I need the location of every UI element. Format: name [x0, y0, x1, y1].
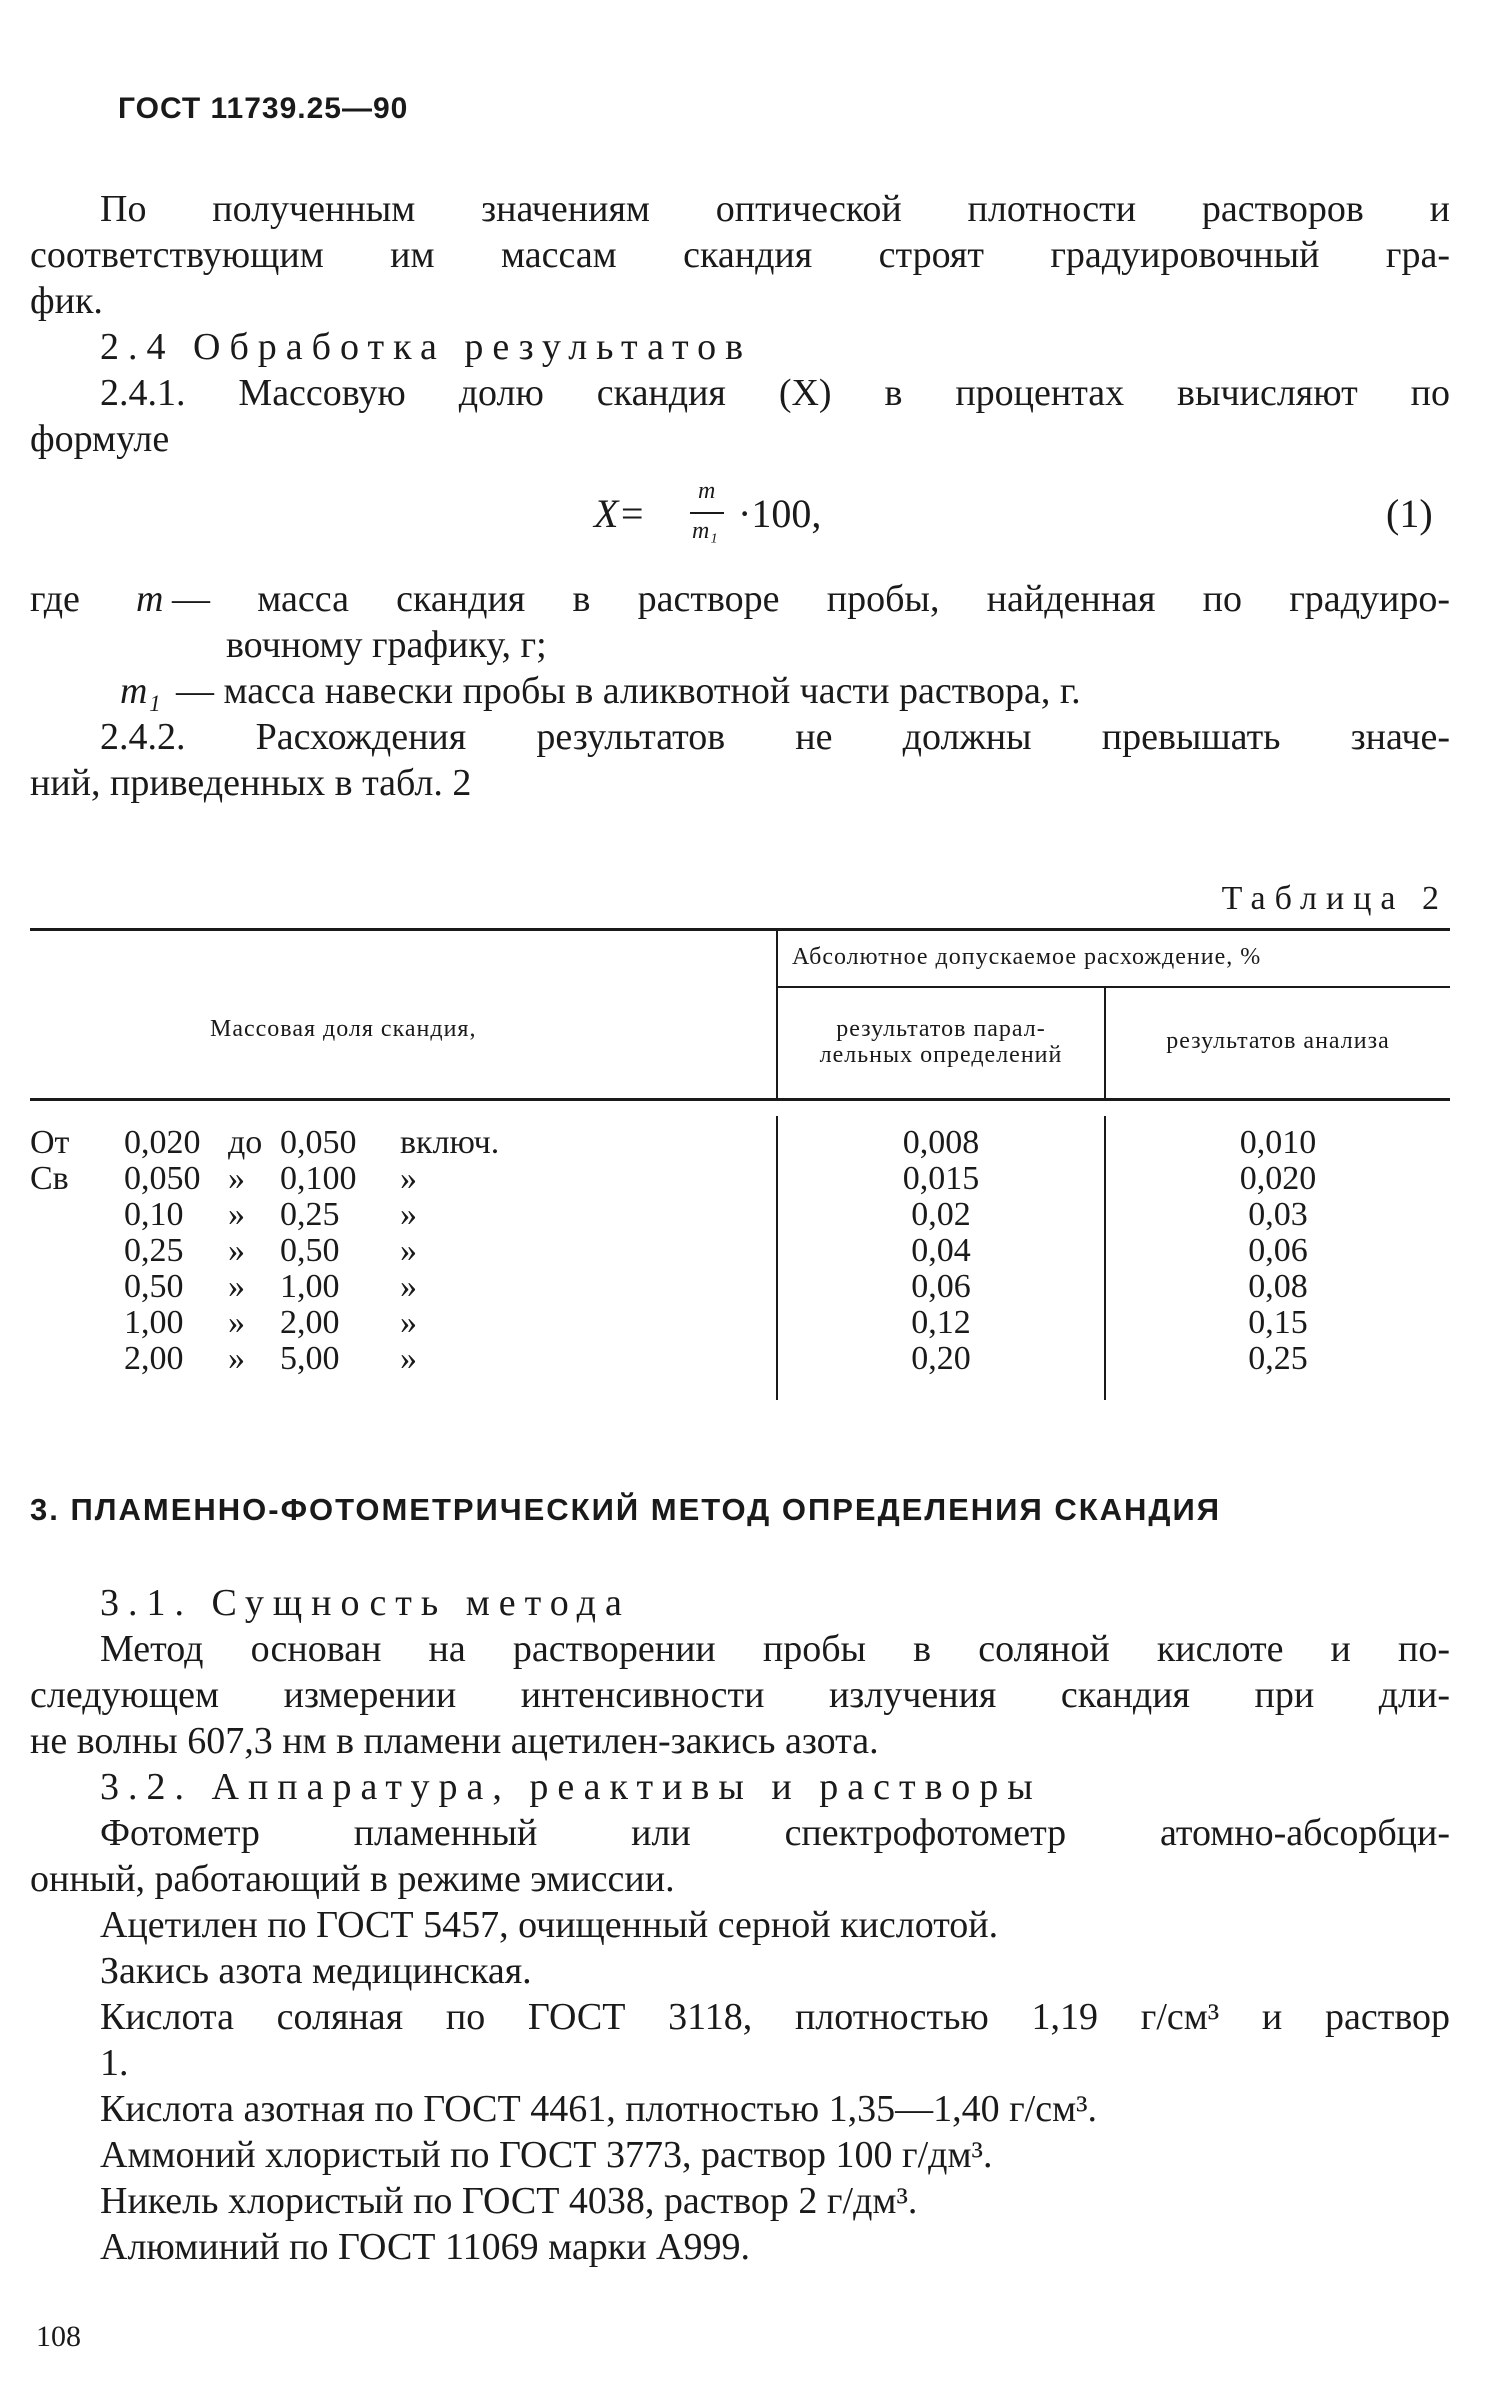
s3-2-line-9: Никель хлористый по ГОСТ 4038, раствор 2 г/дм³.	[100, 2180, 918, 2222]
cell-analysis: 0,06	[1248, 1232, 1308, 1269]
table-group-rule	[778, 986, 1450, 988]
formula-lhs: X=	[594, 491, 646, 536]
cell-analysis: 0,25	[1248, 1340, 1308, 1377]
where-label: где	[30, 578, 80, 620]
table-caption: Таблица 2	[1221, 880, 1448, 917]
cell-from: 0,50	[124, 1268, 184, 1305]
intro-line-1: По полученным значениям оптической плотности растворов и	[100, 188, 1450, 230]
cell-suffix: »	[400, 1232, 417, 1269]
document-header: ГОСТ 11739.25—90	[118, 92, 409, 125]
cell-to: 0,050	[280, 1124, 357, 1161]
cell-to: 5,00	[280, 1340, 340, 1377]
cell-analysis: 0,020	[1239, 1160, 1317, 1197]
where-m1-def: — масса навески пробы в аликвотной части раствора, г.	[176, 670, 1081, 712]
cell-to: 0,50	[280, 1232, 340, 1269]
s3-2-line-7: Кислота азотная по ГОСТ 4461, плотностью 1,35—1,40 г/см³.	[100, 2088, 1098, 2130]
cell-suffix: включ.	[400, 1124, 500, 1161]
where-m1-symbol: m₁	[120, 670, 161, 712]
s3-1-line-3: не волны 607,3 нм в пламени ацетилен-закись азота.	[30, 1720, 879, 1762]
cell-from: 0,050	[124, 1160, 201, 1197]
cell-suffix: »	[400, 1160, 417, 1197]
col-header-parallel-l1: результатов парал-	[836, 1016, 1046, 1042]
cell-suffix: »	[400, 1268, 417, 1305]
page-number: 108	[36, 2320, 81, 2353]
formula-denominator: m₁	[692, 518, 718, 544]
table-row	[30, 1340, 1450, 1376]
table-row	[30, 1196, 1450, 1232]
cell-sep: »	[228, 1268, 245, 1305]
intro-line-2: соответствующим им массам скандия строят градуировочный гра-	[30, 234, 1450, 276]
table-header-rule	[30, 1098, 1450, 1101]
cell-prefix: Св	[30, 1160, 69, 1197]
s3-2-line-1: Фотометр пламенный или спектрофотометр атомно-абсорбци-	[100, 1812, 1450, 1854]
cell-parallel: 0,02	[911, 1196, 971, 1233]
cell-to: 0,25	[280, 1196, 340, 1233]
cell-parallel: 0,015	[902, 1160, 980, 1197]
table-2	[30, 928, 1450, 1400]
s3-2-line-3: Ацетилен по ГОСТ 5457, очищенный серной кислотой.	[100, 1904, 999, 1946]
cell-parallel: 0,06	[911, 1268, 971, 1305]
cell-analysis: 0,010	[1239, 1124, 1317, 1161]
cell-to: 0,100	[280, 1160, 357, 1197]
table-row	[30, 1268, 1450, 1304]
cell-sep: »	[228, 1340, 245, 1377]
table-top-rule	[30, 928, 1450, 931]
where-m-def-1: — масса скандия в растворе пробы, найденная по градуиро-	[172, 578, 1450, 620]
cell-from: 0,25	[124, 1232, 184, 1269]
intro-line-3: фик.	[30, 280, 103, 322]
formula-rhs: ·100,	[738, 491, 822, 536]
table-vrule-1-header	[776, 928, 778, 1098]
s3-2-line-10: Алюминий по ГОСТ 11069 марки А999.	[100, 2226, 750, 2268]
cell-sep: »	[228, 1304, 245, 1341]
s3-2-line-5: Кислота соляная по ГОСТ 3118, плотностью 1,19 г/см³ и раствор	[100, 1996, 1450, 2038]
s3-2-line-6: 1.	[100, 2042, 129, 2084]
cell-parallel: 0,20	[911, 1340, 971, 1377]
s3-2-line-8: Аммоний хлористый по ГОСТ 3773, раствор 100 г/дм³.	[100, 2134, 993, 2176]
cell-analysis: 0,15	[1248, 1304, 1308, 1341]
s3-2-line-2: онный, работающий в режиме эмиссии.	[30, 1858, 675, 1900]
s3-1-line-2: следующем измерении интенсивности излучения скандия при дли-	[30, 1674, 1450, 1716]
table-row	[30, 1160, 1450, 1196]
cell-from: 2,00	[124, 1340, 184, 1377]
cell-suffix: »	[400, 1196, 417, 1233]
table-row	[30, 1304, 1450, 1340]
cell-from: 0,020	[124, 1124, 201, 1161]
cell-suffix: »	[400, 1340, 417, 1377]
section-3-1-title: 3.1. Сущность метода	[100, 1582, 631, 1624]
cell-from: 1,00	[124, 1304, 184, 1341]
s2-4-1-line-1: 2.4.1. Массовую долю скандия (X) в процентах вычисляют по	[100, 372, 1450, 414]
cell-parallel: 0,04	[911, 1232, 971, 1269]
cell-analysis: 0,08	[1248, 1268, 1308, 1305]
fraction-bar	[690, 512, 724, 514]
section-2-4-title: 2.4 Обработка результатов	[100, 326, 753, 368]
table-row	[30, 1124, 1450, 1160]
s2-4-2-line-1: 2.4.2. Расхождения результатов не должны превышать значе-	[100, 716, 1450, 758]
cell-sep: »	[228, 1160, 245, 1197]
s2-4-2-line-2: ний, приведенных в табл. 2	[30, 762, 472, 804]
cell-parallel: 0,12	[911, 1304, 971, 1341]
col-header-mass-fraction: Массовая доля скандия,	[210, 1016, 477, 1042]
cell-sep: до	[228, 1124, 263, 1161]
cell-to: 1,00	[280, 1268, 340, 1305]
formula-number: (1)	[1386, 491, 1433, 536]
col-header-analysis: результатов анализа	[1166, 1028, 1390, 1054]
formula-numerator: m	[698, 478, 716, 504]
table-row	[30, 1232, 1450, 1268]
col-header-parallel-l2: лельных определений	[819, 1042, 1063, 1068]
s2-4-1-line-2: формуле	[30, 418, 170, 460]
cell-sep: »	[228, 1232, 245, 1269]
group-header-discrepancy: Абсолютное допускаемое расхождение, %	[792, 944, 1262, 970]
cell-suffix: »	[400, 1304, 417, 1341]
cell-prefix: От	[30, 1124, 70, 1161]
where-m-symbol: m	[136, 578, 164, 620]
s3-1-line-1: Метод основан на растворении пробы в соляной кислоте и по-	[100, 1628, 1450, 1670]
s3-2-line-4: Закись азота медицинская.	[100, 1950, 532, 1992]
formula	[594, 478, 1434, 568]
cell-to: 2,00	[280, 1304, 340, 1341]
where-m-def-2: вочному графику, г;	[226, 624, 547, 666]
cell-analysis: 0,03	[1248, 1196, 1308, 1233]
section-3-2-title: 3.2. Аппаратура, реактивы и растворы	[100, 1766, 1042, 1808]
cell-sep: »	[228, 1196, 245, 1233]
cell-from: 0,10	[124, 1196, 184, 1233]
section-3-title: 3. ПЛАМЕННО-ФОТОМЕТРИЧЕСКИЙ МЕТОД ОПРЕДЕЛЕНИЯ СКАНДИЯ	[30, 1492, 1222, 1527]
cell-parallel: 0,008	[902, 1124, 980, 1161]
